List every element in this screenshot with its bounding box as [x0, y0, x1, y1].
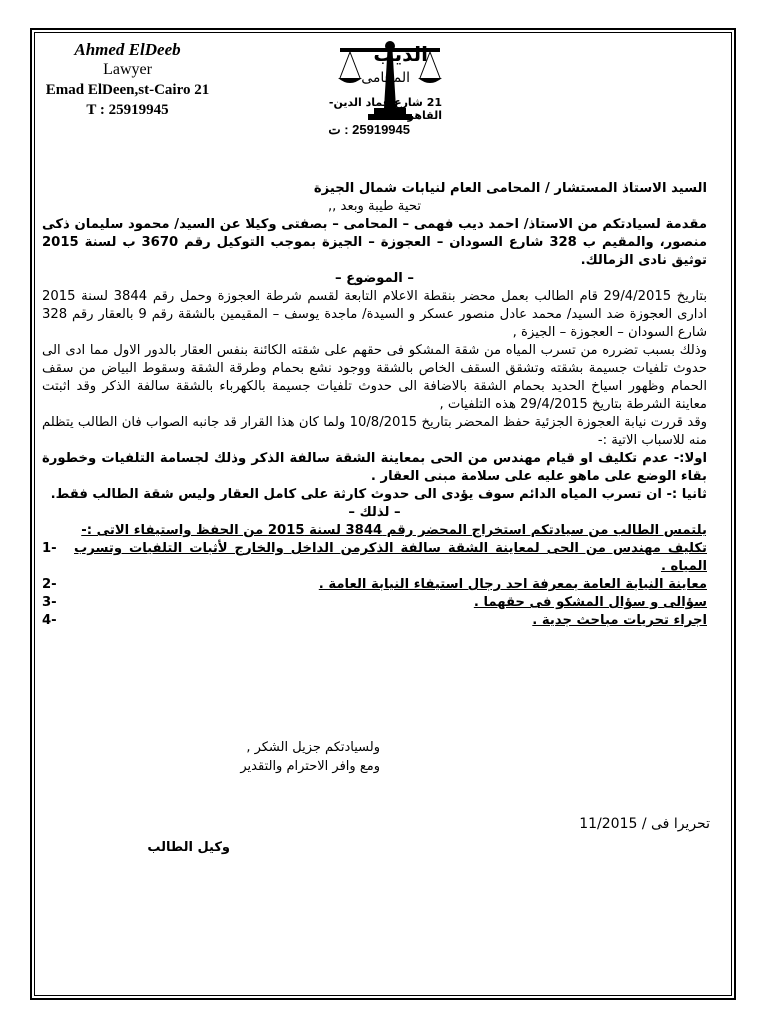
request-line: يلتمس الطالب من سيادتكم استخراج المحضر رقم 3844 لسنة 2015 من الحفظ واستيفاء الاتى :-	[81, 523, 707, 538]
office-address-en: Emad ElDeen,st-Cairo 21	[45, 82, 210, 98]
request-items	[42, 540, 707, 630]
lawyer-title-ar: المحامى	[361, 70, 410, 86]
list-item: معاينة النيابة العامة بمعرفة احد رجال استيفاء النيابة العامة . 2-	[42, 577, 707, 592]
list-item: اجراء تحريات مباحث جدية . 4-	[42, 613, 707, 628]
office-phone-en: T : 25919945	[86, 102, 169, 118]
closing-line-1: ولسيادتكم جزيل الشكر ,	[246, 740, 380, 755]
paragraph-1: بتاريخ 29/4/2015 قام الطالب بعمل محضر بنقطة الاعلام التابعة لقسم شرطة العجوزة وحمل رقم 3844 لسنة 2015 ادارى العجوزة ضد السيد/ محمد عادل منصور عسكر و السيدة/ ماجدة يوسف – المقيمين بالشقة رقم 9 بالعقار رقم 328 شارع السودان – العجوزة – الجيزة ,	[42, 289, 708, 340]
letter-body	[42, 180, 707, 630]
list-item: سؤالى و سؤال المشكو فى حقهما . 3-	[42, 595, 707, 610]
greeting: تحية طيبة وبعد ,,	[327, 199, 422, 214]
subject-heading: – الموضوع –	[335, 271, 414, 286]
date-line: تحريرا فى / 11/2015	[579, 816, 710, 832]
intro-paragraph: مقدمة لسيادتكم من الاستاذ/ احمد ديب فهمى – المحامى – بصفتى وكيلا عن السيد/ محمود سليمان ذكى منصور، والمقيم ب 328 شارع السودان – العجوزة – الجيزة بموجب التوكيل رقم 3670 ب لسنة 2015 توثيق نادى الزمالك.	[42, 217, 708, 268]
office-phone-ar: 25919945 : ت	[328, 122, 410, 137]
signature-label: وكيل الطالب	[147, 840, 230, 855]
reason-1: اولا:- عدم تكليف او قيام مهندس من الحى بمعاينة الشقة سالفة الذكر وذلك لجسامة التلفيات وخطورة بقاء الوضع على ماهو عليه على سلامة مبنى العقار .	[42, 451, 707, 484]
closing-block	[180, 738, 380, 776]
addressee: السيد الاستاذ المستشار / المحامى العام لنيابات شمال الجيزة	[313, 181, 707, 196]
paragraph-2: وذلك بسبب تضرره من تسرب المياه من شقة المشكو فى حقهم على شقته الكائنة بنفس العقار بالدور الاول مما ادى الى حدوث تلفيات جسيمة بشقته وتشقق السقف الخاص بالشقة ووجود نشع بحمام وطرقة الشقة وسقوط البياض من سقف الحمام وظهور اسياخ الحديد بحمام الشقة بالاضافة الى حدوث تلفيات جسيمة بالكهرباء بالشقة سالفة الذكر وقد اثبتت معاينة الشرطة بتاريخ 29/4/2015 هذه التلفيات ,	[42, 343, 707, 412]
letterhead-english	[20, 40, 235, 120]
letterhead-arabic	[290, 38, 450, 143]
closing-line-2: ومع وافر الاحترام والتقدير	[240, 759, 380, 774]
list-item: تكليف مهندس من الحى لمعاينة الشقة سالفة الذكرمن الداخل والخارج لأثبات التلفيات وتسرب المياه . 1-	[42, 541, 707, 574]
lawyer-title-en: Lawyer	[103, 61, 152, 78]
paragraph-3: وقد قررت نيابة العجوزة الجزئية حفظ المحضر بتاريخ 10/8/2015 ولما كان هذا القرار قد جانبه الصواب فان الطالب يتظلم منه للاسباب الاتية :-	[42, 415, 707, 448]
lawyer-name-en: Ahmed ElDeeb	[74, 40, 181, 59]
reason-2: ثانيا :- ان تسرب المياه الدائم سوف يؤدى الى حدوث كارثة على كامل العقار وليس شقة الطالب فقط.	[50, 487, 707, 502]
therefore-heading: – لذلك –	[348, 505, 401, 520]
office-address-ar: 21 شارع عماد الدين-القاهرة	[328, 96, 442, 122]
lawyer-name-ar: الديب	[373, 42, 428, 66]
